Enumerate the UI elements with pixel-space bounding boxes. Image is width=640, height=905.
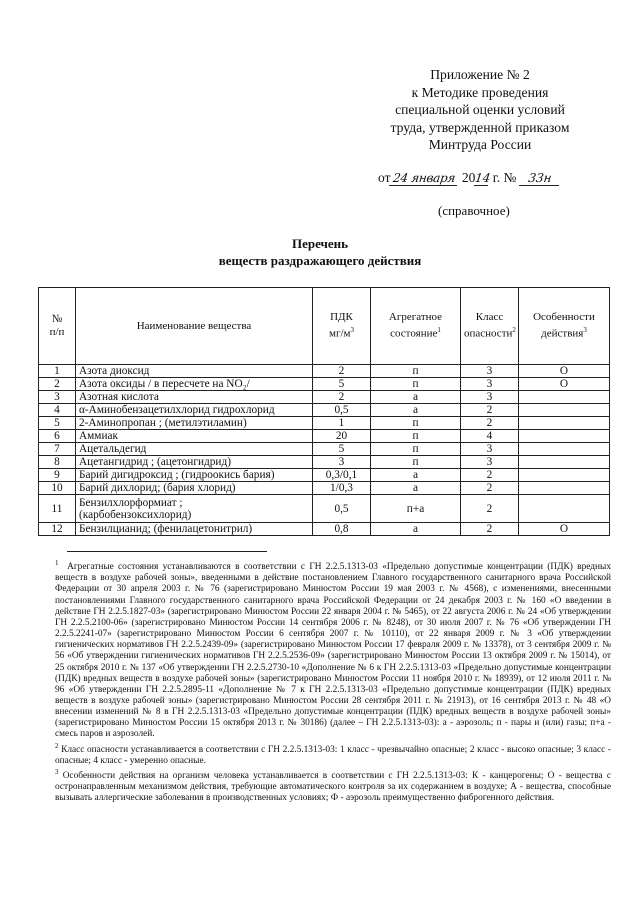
aggregate-state: а [371, 391, 461, 404]
row-num: 8 [39, 456, 76, 469]
row-num: 3 [39, 391, 76, 404]
title-line-1: Перечень [291, 236, 349, 251]
action-feature [519, 482, 610, 495]
substance-name: Азота диоксид [76, 365, 313, 378]
pdk-value: 0,5 [313, 404, 371, 417]
substance-name: α-Аминобензацетилхлорид гидрохлорид [76, 404, 313, 417]
action-feature [519, 417, 610, 430]
table-header-row [39, 288, 610, 365]
table-row [39, 391, 610, 404]
pdk-value: 1/0,3 [313, 482, 371, 495]
pdk-value: 0,5 [313, 495, 371, 523]
substance-name: Азотная кислота [76, 391, 313, 404]
handwritten-year: 14 [474, 171, 492, 185]
table-row [39, 469, 610, 482]
aggregate-state: а [371, 404, 461, 417]
row-num: 6 [39, 430, 76, 443]
table-row [39, 365, 610, 378]
table-row [39, 482, 610, 495]
pdk-value: 2 [313, 365, 371, 378]
aggregate-state: а [371, 469, 461, 482]
action-feature [519, 495, 610, 523]
pdk-value: 5 [313, 378, 371, 391]
header-num: № п/п [39, 288, 76, 365]
year-suffix: г. № [492, 170, 517, 185]
aggregate-state: п [371, 430, 461, 443]
footnote-1: $^1$ Агрегатные состояния устанавливаются в соответствии с ГН 2.2.5.1313-03 «Предельно допустимые концентрации (ПДК) вредных веществ в воздухе рабочей зоны», введенными в действие постановлением Главного государственного санитарного врача Российской Федерации от 30 апреля 2003 г. № 76 (зарегистрировано Минюстом России 19 мая 2003 г. № 4568), с изменениями, внесенными постановлениями Главного государственного санитарного врача Российской Федерации от 24 декабря 2003 г. № 160 «О введении в действие ГН 2.2.5.1827-03» (зарегистрировано Минюстом России 22 января 2004 г. № 5465), от 22 августа 2006 г. № 24 «Об утверждении ГН 2.2.5.2100-06» (зарегистрировано Минюстом России 14 сентября 2006 г. № 8248), от 30 июля 2007 г. № 76 «Об утверждении ГН 2.2.5.2241-07» (зарегистрировано Минюстом России 6 сентября 2007 г. № 10110), от 22 января 2009 г. № 3 «Об утверждении гигиенических нормативов ГН 2.2.5.2439-09» (зарегистрировано Минюстом России 17 февраля 2009 г. № 13378), от 3 сентября 2009 г. № 56 «Об утверждении гигиенических нормативов ГН 2.2.5.2536-09» (зарегистрировано Минюстом России 13 октября 2009 г. № 15014), от 25 октября 2010 г. № 137 «Об утверждении ГН 2.2.5.2730-10 «Дополнение № 6 к ГН 2.2.5.1313-03 «Предельно допустимые концентрации (ПДК) вредных веществ в воздухе рабочей зоны» (зарегистрировано Минюстом России 11 ноября 2010 г. № 18939), от 12 июля 2011 г. № 96 «Об утверждении ГН 2.2.5.2895-11 «Дополнение № 7 к ГН 2.2.5.1313-03 «Предельно допустимые концентрации (ПДК) вредных веществ в воздухе рабочей зоны» (зарегистрировано Минюстом России 28 сентября 2011 г. № 21913), от 16 сентября 2013 г. № 48 «О внесении изменений № 8 в ГН 2.2.5.1313-03 «Предельно допустимые концентрации (ПДК) вредных веществ в воздухе рабочей зоны» (зарегистрировано Минюстом России 15 октября 2013 г. № 30186) (далее – ГН 2.2.5.1313-03): а - аэрозоль; п - пары и (или) газы; п+а - смесь паров и аэрозолей. [55, 559, 611, 740]
substance-name: 2-Аминопропан ; (метилэтиламин) [76, 417, 313, 430]
row-num: 7 [39, 443, 76, 456]
date-prefix: от [378, 170, 391, 185]
header-state: Агрегатное состояние$^1$ [371, 288, 461, 365]
appendix-line: труда, утвержденной приказом [390, 119, 570, 135]
row-num: 9 [39, 469, 76, 482]
year-prefix: 20 [461, 170, 476, 185]
table-row [39, 430, 610, 443]
table-row [39, 404, 610, 417]
pdk-value: 20 [313, 430, 371, 443]
appendix-line: специальной оценки условий [395, 102, 565, 117]
aggregate-state: п [371, 378, 461, 391]
substance-name: Барий дихлорид; (бария хлорид) [76, 482, 313, 495]
reference-note: (справочное) [438, 203, 510, 218]
aggregate-state: п [371, 365, 461, 378]
substance-name: Ацетангидрид ; (ацетонгидрид) [76, 456, 313, 469]
pdk-value: 0,3/0,1 [313, 469, 371, 482]
hazard-class: 2 [461, 417, 519, 430]
row-num: 11 [39, 495, 76, 523]
appendix-block [360, 66, 600, 154]
substance-name: Бензилцианид; (фенилацетонитрил) [76, 523, 313, 536]
row-num: 10 [39, 482, 76, 495]
aggregate-state: а [371, 482, 461, 495]
row-num: 2 [39, 378, 76, 391]
hazard-class: 3 [461, 378, 519, 391]
pdk-value: 5 [313, 443, 371, 456]
hazard-class: 2 [461, 404, 519, 417]
header-name: Наименование вещества [76, 288, 313, 365]
row-num: 4 [39, 404, 76, 417]
aggregate-state: п [371, 443, 461, 456]
footnote-separator [67, 551, 267, 552]
action-feature [519, 391, 610, 404]
appendix-line: к Методике проведения [411, 84, 549, 100]
footnotes [55, 558, 611, 805]
hazard-class: 2 [461, 495, 519, 523]
appendix-line: Приложение № 2 [430, 67, 530, 82]
substance-name: Ацетальдегид [76, 443, 313, 456]
hazard-class: 3 [461, 443, 519, 456]
action-feature [519, 404, 610, 417]
hazard-class: 4 [461, 430, 519, 443]
substances-table [38, 287, 610, 536]
action-feature [519, 443, 610, 456]
hazard-class: 2 [461, 523, 519, 536]
order-dateline [378, 170, 560, 186]
hazard-class: 2 [461, 482, 519, 495]
aggregate-state: п+а [371, 495, 461, 523]
action-feature: О [519, 378, 610, 391]
action-feature [519, 469, 610, 482]
action-feature [519, 456, 610, 469]
substance-name: Барий дигидроксид ; (гидроокись бария) [76, 469, 313, 482]
row-num: 12 [39, 523, 76, 536]
footnote-3: $^3$ Особенности действия на организм человека устанавливается в соответствии с ГН 2.2.5.1313-03: К - канцерогены; О - вещества с остронаправленным механизмом действия, требующие автоматического контроля за их содержанием в воздухе; А - вещества, способные вызывать аллергические заболевания в производственных условиях; Ф - аэрозоль преимущественно фиброгенного действия. [55, 768, 611, 804]
pdk-value: 0,8 [313, 523, 371, 536]
substance-name: Азота оксиды / в пересчете на NO₂/ [76, 378, 313, 391]
table-row [39, 456, 610, 469]
aggregate-state: п [371, 456, 461, 469]
handwritten-date: 24 января [389, 171, 459, 186]
substance-name: Аммиак [76, 430, 313, 443]
appendix-line: Минтруда России [428, 137, 532, 152]
action-feature [519, 430, 610, 443]
pdk-value: 1 [313, 417, 371, 430]
header-pdk: ПДК $мг/м^3$ [313, 288, 371, 365]
action-feature: О [519, 365, 610, 378]
row-num: 1 [39, 365, 76, 378]
table-row [39, 443, 610, 456]
pdk-value: 2 [313, 391, 371, 404]
table-row [39, 378, 610, 391]
hazard-class: 3 [461, 365, 519, 378]
row-num: 5 [39, 417, 76, 430]
table-row [39, 417, 610, 430]
aggregate-state: а [371, 523, 461, 536]
table-row [39, 523, 610, 536]
handwritten-order-number: 33н [519, 171, 561, 186]
hazard-class: 3 [461, 391, 519, 404]
action-feature: О [519, 523, 610, 536]
substance-name: Бензилхлорформиат ; (карбобензоксихлорид) [76, 495, 313, 523]
hazard-class: 3 [461, 456, 519, 469]
pdk-value: 3 [313, 456, 371, 469]
footnote-2: $^2$ Класс опасности устанавливается в соответствии с ГН 2.2.5.1313-03: 1 класс - чрезвычайно опасные; 2 класс - высоко опасные; 3 класс - опасные; 4 класс - умеренно опасные. [55, 741, 611, 766]
table-row [39, 495, 610, 523]
document-title [0, 235, 640, 269]
header-features: Особенности действия$^3$ [519, 288, 610, 365]
title-line-2: веществ раздражающего действия [218, 253, 422, 268]
hazard-class: 2 [461, 469, 519, 482]
aggregate-state: п [371, 417, 461, 430]
header-class: Класс опасности$^2$ [461, 288, 519, 365]
